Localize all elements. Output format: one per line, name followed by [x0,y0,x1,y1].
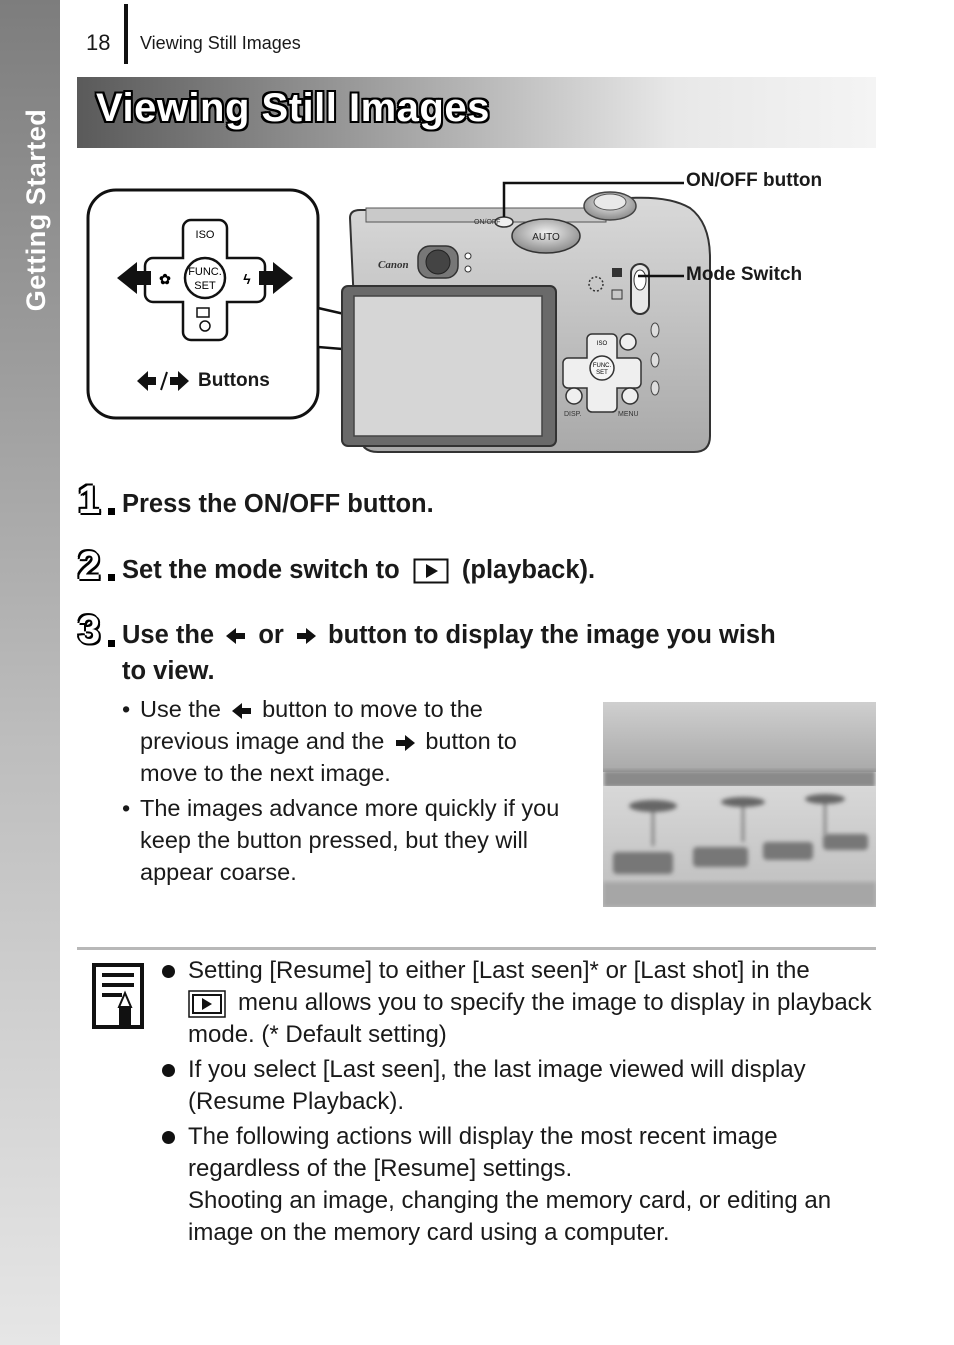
svg-text:ϟ: ϟ [243,271,251,287]
buttons-callout: Buttons [198,370,270,391]
section-side-tab [0,0,60,1345]
step-text: Use the or button to display the image you wish to view. [122,621,776,685]
svg-text:ISO: ISO [596,341,608,347]
step-number: 3 [78,608,101,652]
svg-text:ON/OFF: ON/OFF [474,219,501,226]
page-number: 18 [86,30,111,55]
page-title: Viewing Still Images [96,86,490,130]
running-title: Viewing Still Images [140,33,301,53]
camera-figure [80,160,880,460]
bullet-item: • Use the button to move to the previous image and the button to move to the next image. [122,696,517,786]
step-number: 2 [78,544,101,588]
note-list [162,955,878,1252]
bullet-item: • The images advance more quickly if you keep the button pressed, but they will appear coarse. [122,795,560,885]
right-arrow-icon [295,627,317,645]
mode-switch-callout: Mode Switch [686,264,803,285]
section-tab-label: Getting Started [21,108,51,312]
on-off-callout: ON/OFF button [686,170,823,191]
svg-text:SET: SET [194,280,216,292]
note-item: The following actions will display the most recent image regardless of the [Resume] settings. Shooting an image, changing the memory card, or editing an image on the memory card using a computer. [162,1121,878,1249]
right-arrow-icon [394,734,416,752]
note-item: Setting [Resume] to either [Last seen]* or [Last shot] in the menu allows you to specify the image to display in playback mode. (* Default setting) [162,955,878,1051]
step-bullets [122,693,582,891]
svg-text:✿: ✿ [159,271,171,287]
step-dot [108,574,115,581]
memo-icon [92,963,144,1036]
beach-photo [603,702,876,907]
svg-text:MENU: MENU [618,411,639,418]
step-dot [108,508,115,515]
step-text: Set the mode switch to (playback). [122,556,596,584]
playback-menu-icon [188,990,226,1018]
svg-text:ISO: ISO [195,229,215,241]
left-arrow-icon [231,702,253,720]
svg-text:DISP.: DISP. [564,411,582,418]
svg-text:SET: SET [596,370,608,376]
note-divider [77,947,876,950]
header-divider [124,4,128,64]
svg-text:AUTO: AUTO [532,232,560,243]
lcd-screen [354,296,542,436]
svg-text:Canon: Canon [378,259,409,271]
svg-text:FUNC.: FUNC. [592,363,612,369]
step-dot [108,640,115,647]
svg-text:FUNC.: FUNC. [188,266,222,278]
step-number: 1 [78,478,101,522]
note-item: If you select [Last seen], the last image viewed will display (Resume Playback). [162,1054,878,1118]
playback-icon [413,558,449,584]
step-text: Press the ON/OFF button. [122,490,434,518]
camera-illustration [80,160,880,460]
left-arrow-icon [225,627,247,645]
